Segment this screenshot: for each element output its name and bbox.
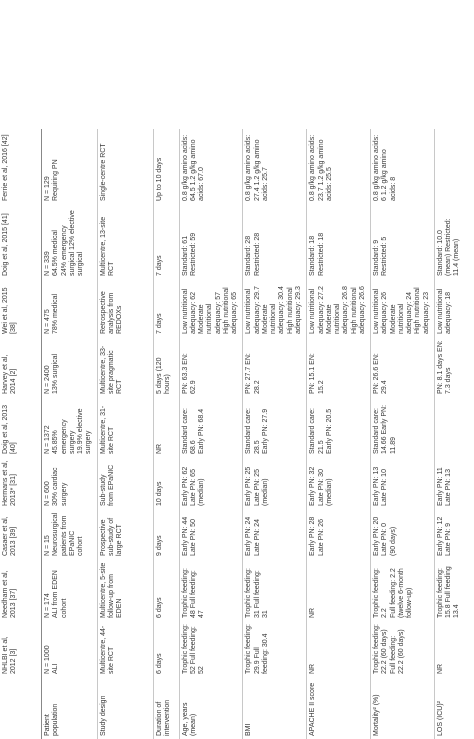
table-cell: Low nutritional adequacy: 62 Moderate nutritional adequacy: 57 High nutritional adequacy: 65 — [179, 279, 243, 337]
table-cell: N = 600 30% cardiac surgery — [42, 457, 98, 509]
table-cell: Trophic feeding: 31 Full feeding: 31 — [243, 559, 307, 621]
header-cell: Doig et al, 2015 [41] — [0, 204, 42, 279]
table-cell: NR — [153, 397, 179, 457]
table-cell: Multicentre, 31-site RCT — [97, 397, 153, 457]
header-cell: Casaer et al, 2013 [39] — [0, 509, 42, 559]
table-cell: Trophic feeding: 52 Full feeding: 52 — [179, 621, 243, 677]
table-row — [243, 0, 307, 739]
table-cell: 7 days — [153, 279, 179, 337]
table-cell: Trophic feeding: 15.8 Full feeding 13.4 — [434, 559, 474, 621]
header-cell: Hermans et al, 2013* [31] — [0, 457, 42, 509]
table-cell: N = 1000 ALI — [42, 621, 98, 677]
table-cell: Standard: 28 Restricted: 28 — [243, 204, 307, 279]
row-label: APACHE II score — [307, 677, 371, 739]
row-label: LOS (ICU)² — [434, 677, 474, 739]
row-label: Duration of intervention — [153, 677, 179, 739]
table-row — [179, 0, 243, 739]
table-row — [371, 0, 435, 739]
table-cell: NR — [307, 621, 371, 677]
table-row — [434, 0, 474, 739]
table-cell: PN: 63.3 EN: 62.9 — [179, 337, 243, 397]
table-row — [97, 0, 153, 739]
table-cell: N = 339 64.5% medical 24% emergency surgical 12% elective surgical — [42, 204, 98, 279]
table-row — [42, 0, 98, 739]
header-cell — [0, 677, 42, 739]
header-cell: Needham et al, 2013 [37] — [0, 559, 42, 621]
table-cell: N = 2400 13% surgical — [42, 337, 98, 397]
table-cell — [434, 129, 474, 204]
table-cell: PN: 27.7 EN: 28.2 — [243, 337, 307, 397]
table-cell: Early PN: 11 Late PN: 13 — [434, 457, 474, 509]
table-cell: Standard care: 28.5 Early PN: 27.9 — [243, 397, 307, 457]
table-cell: 6 days — [153, 621, 179, 677]
table-cell: Multicentre, 33-site pragmatic RCT — [97, 337, 153, 397]
table-cell: Low nutritional adequacy: 29.7 Moderate nutritional adequacy: 30.4 High nutritional adequacy: 29.3 — [243, 279, 307, 337]
table-cell: Multicentre, 13-site RCT — [97, 204, 153, 279]
header-cell: Doig et al, 2013 [40] — [0, 397, 42, 457]
table-cell: PN: 8.1 days EN: 7.3 days — [434, 337, 474, 397]
table-cell: Early PN: 12 Late PN: 9 — [434, 509, 474, 559]
table-cell: 0.8 g/kg amino acids: 23.7 1.2 g/kg amino acids: 25.5 — [307, 129, 371, 204]
table-cell: Trophic feeding: 22.2 (60 days) Full feeding: 22.2 (60 days) — [371, 621, 435, 677]
table-cell: 0.8 g/kg amino acids: 6 1.2 g/kg amino acids: 8 — [371, 129, 435, 204]
table-cell: Early PN: 20 Late PN: 0 (90 days) — [371, 509, 435, 559]
table-cell: N = 174 ALI from EDEN cohort — [42, 559, 98, 621]
table-body — [42, 0, 474, 739]
table-cell: 0.8 g/kg amino acids: 27.4 1.2 g/kg amino acids: 25.7 — [243, 129, 307, 204]
table-cell: Early PN: 44 Late PN: 50 — [179, 509, 243, 559]
table-cell: PN: 15.1 EN: 15.2 — [307, 337, 371, 397]
table-cell: Early PN: 28 Late PN: 26 — [307, 509, 371, 559]
table-cell: 7 days — [153, 204, 179, 279]
table-cell: Multicentre, 5-site follow-up from EDEN — [97, 559, 153, 621]
row-label: Age, years (mean) — [179, 677, 243, 739]
table-cell: PN: 26.6 EN: 29.4 — [371, 337, 435, 397]
table-cell: Prospective sub-study of large RCT — [97, 509, 153, 559]
header-cell: NHLBI et al, 2012 [3] — [0, 621, 42, 677]
header-cell: Harvey et al, 2014 [2] — [0, 337, 42, 397]
row-label: Patient population — [42, 677, 98, 739]
header-cell: Ferrie et al, 2016 [42] — [0, 129, 42, 204]
table-cell: Standard: 18 Restricted: 18 — [307, 204, 371, 279]
row-label: BMI — [243, 677, 307, 739]
table-cell: Single-centre RCT — [97, 129, 153, 204]
table-cell: Low nutritional adequacy: 18 — [434, 279, 474, 337]
header-row — [0, 0, 42, 739]
table-cell: Early PN: 62 Late PN: 65 (median) — [179, 457, 243, 509]
table-cell: Standard: 9 Restricted: 5 — [371, 204, 435, 279]
table-cell: 0.8 g/kg amino acids: 64.5 1.2 g/kg amino acids: 67.0 — [179, 129, 243, 204]
table-cell: Standard care: 21.5 Early PN: 20.5 — [307, 397, 371, 457]
table-cell: Early PN: 24 Late PN: 24 — [243, 509, 307, 559]
table-cell: Early PN: 25 Late PN: 25 (median) — [243, 457, 307, 509]
table-cell: Low nutritional adequacy: 27.2 Moderate nutritional adequacy: 26.8 High nutritional adequacy: 26.6 — [307, 279, 371, 337]
table-cell: Early PN: 13 Late PN: 10 — [371, 457, 435, 509]
table-cell: Up to 10 days — [153, 129, 179, 204]
table-cell: Standard care: 68.6 Early PN: 68.4 — [179, 397, 243, 457]
table-cell: 5 days (120 hours) — [153, 337, 179, 397]
header-cell: Wei et al, 2015 [38] — [0, 279, 42, 337]
table-row — [153, 0, 179, 739]
table-cell: Sub-study from EPaNIC — [97, 457, 153, 509]
row-label: Study design — [97, 677, 153, 739]
table-header — [0, 0, 42, 739]
table-cell: Early PN: 32 Late PN: 30 (median) — [307, 457, 371, 509]
table-cell: Retrospective analysis from REDOXs — [97, 279, 153, 337]
table-cell: 6 days — [153, 559, 179, 621]
table-cell: N = 15 Neurosurgical patients from EPaNIC cohort — [42, 509, 98, 559]
table-cell: Trophic feeding: 2.2 Full feeding: 2.2 (twelve 6-month follow-up) — [371, 559, 435, 621]
table-cell — [434, 397, 474, 457]
table-cell: N = 475 78% medical — [42, 279, 98, 337]
table-cell: NR — [307, 559, 371, 621]
table-cell: 9 days — [153, 509, 179, 559]
table-cell: NR — [434, 621, 474, 677]
table-cell: N = 129 Requiring PN — [42, 129, 98, 204]
table-cell: Multicentre, 44-site RCT — [97, 621, 153, 677]
table-cell: Low nutritional adequacy: 26 Moderate nutritional adequacy: 24 High nutritional adequacy: 23 — [371, 279, 435, 337]
table-row — [307, 0, 371, 739]
table-cell: Trophic feeding: 29.9 Full feeding: 30.4 — [243, 621, 307, 677]
table-cell: Standard: 10.0 (mean) Restricted: 11.4 (mean) — [434, 204, 474, 279]
table-cell: N = 1372 45.85% emergency surgery 19.9% elective surgery — [42, 397, 98, 457]
table-cell: Standard: 61 Restricted: 59 — [179, 204, 243, 279]
table-cell: 10 days — [153, 457, 179, 509]
row-label: Mortality² (%) — [371, 677, 435, 739]
table-cell: Trophic feeding: 48 Full feeding: 47 — [179, 559, 243, 621]
table-cell: Standard care: 14.66 Early PN: 11.89 — [371, 397, 435, 457]
